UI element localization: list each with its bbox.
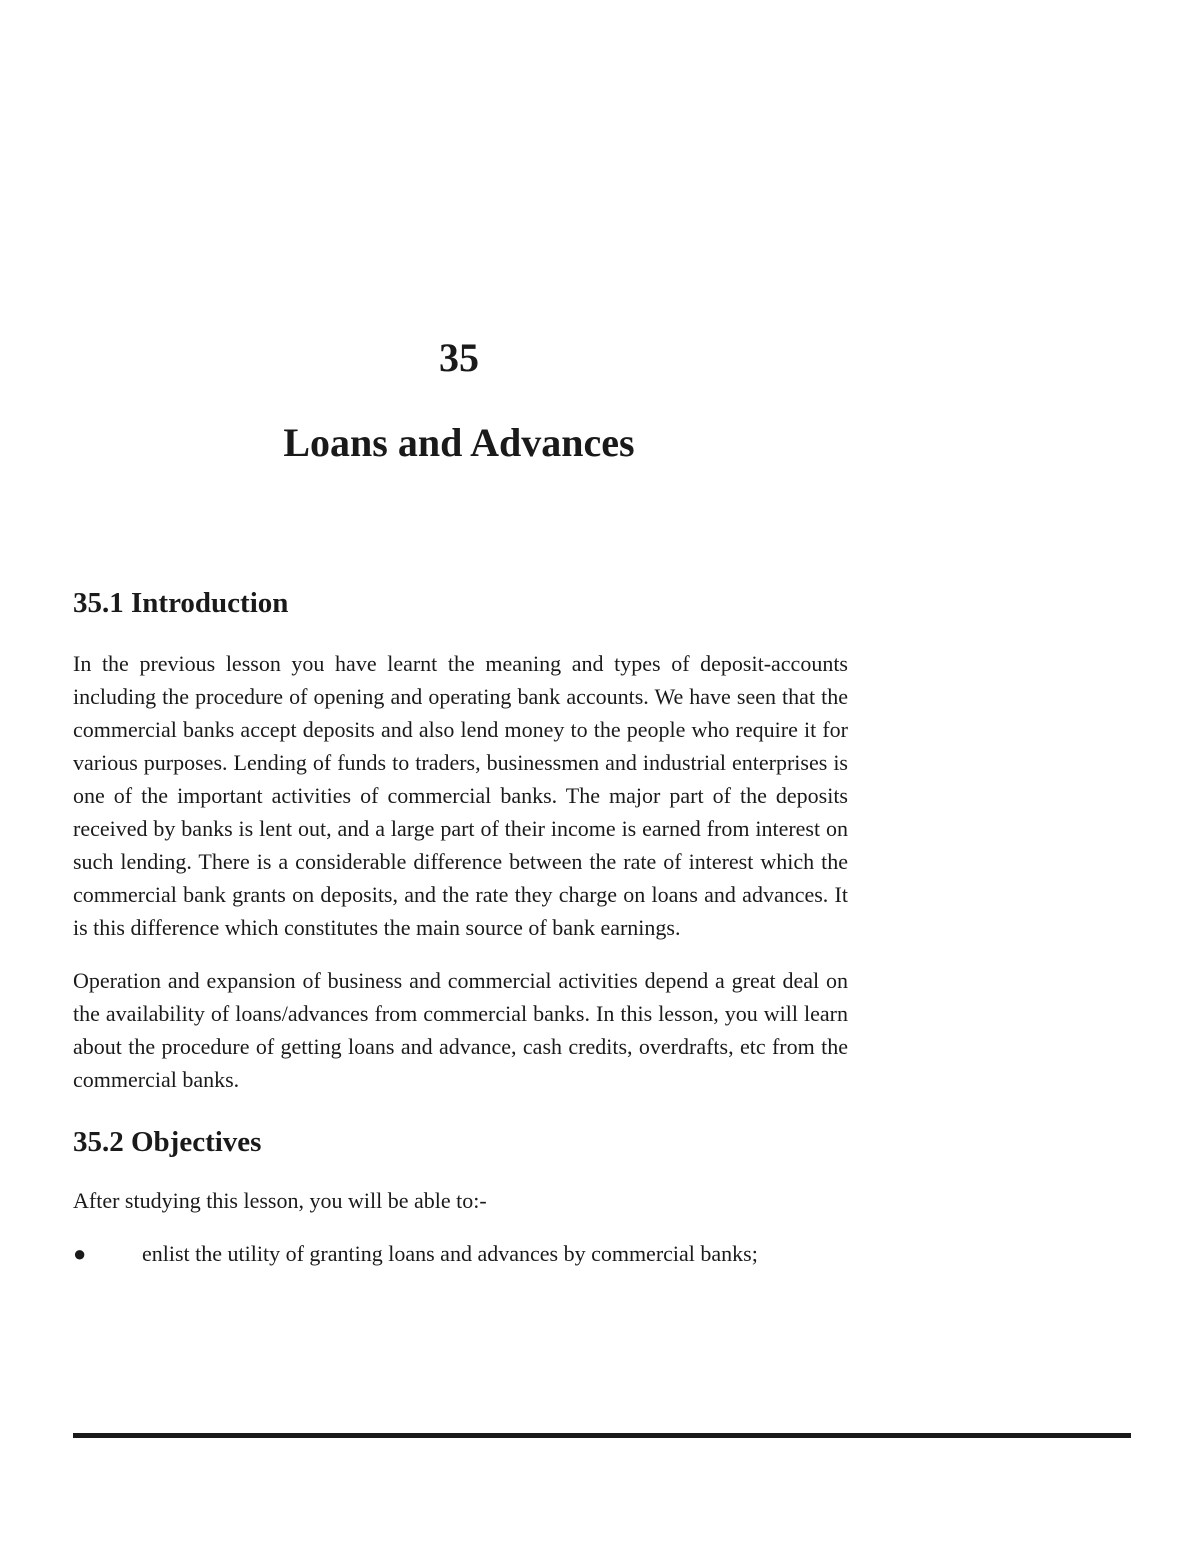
bottom-divider (73, 1433, 1131, 1438)
section-heading-introduction: 35.1 Introduction (73, 587, 289, 619)
intro-paragraph-1: In the previous lesson you have learnt the meaning and types of deposit-accounts including the procedure of opening and operating bank accounts. We have seen that the commercial banks accept deposits and also lend money to the people who require it for various purposes. Lending of funds to traders, businessmen and industrial enterprises is one of the important activities of commercial banks. The major part of the deposits received by banks is lent out, and a large part of their income is earned from interest on such lending. There is a considerable difference between the rate of interest which the commercial bank grants on deposits, and the rate they charge on loans and advances. It is this difference which constitutes the main source of bank earnings. (73, 651, 848, 940)
chapter-number: 35 (439, 335, 479, 380)
objective-text: enlist the utility of granting loans and advances by commercial banks; (142, 1241, 758, 1266)
objectives-intro: After studying this lesson, you will be able to:- (73, 1188, 487, 1213)
bullet-icon: ● (73, 1241, 87, 1266)
chapter-title: Loans and Advances (283, 420, 635, 465)
intro-paragraph-2: Operation and expansion of business and commercial activities depend a great deal on the availability of loans/advances from commercial banks. In this lesson, you will learn about the procedure of getting loans and advance, cash credits, overdrafts, etc from the commercial banks. (73, 968, 848, 1092)
objective-list-item (73, 1237, 848, 1270)
section-heading-objectives: 35.2 Objectives (73, 1126, 262, 1158)
chapter-content (73, 583, 848, 1270)
